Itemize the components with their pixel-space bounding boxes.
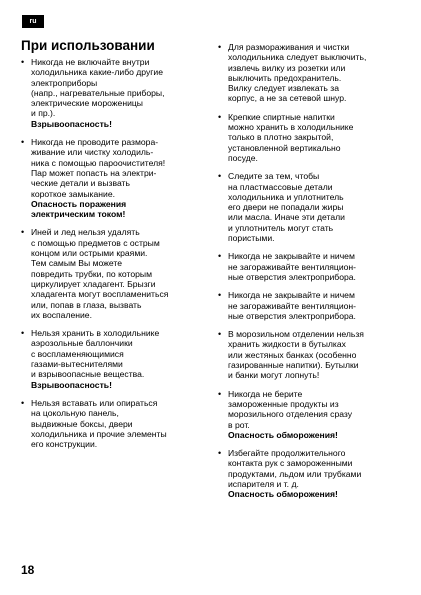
safety-text-line: (напр., нагревательные приборы, — [31, 87, 165, 98]
safety-text-line: контакта рук с замороженными — [228, 458, 353, 469]
safety-item — [21, 398, 207, 449]
safety-text-line: его двери не попадали жиры — [228, 202, 344, 213]
safety-text-line: и уплотнитель могут стать — [228, 222, 334, 233]
safety-text-line: Тем самым Вы можете — [31, 258, 123, 269]
safety-text-line: • Нельзя вставать или опираться — [31, 397, 158, 408]
safety-item — [218, 42, 404, 104]
safety-item — [218, 448, 404, 499]
safety-text-line: замороженные продукты из — [228, 398, 339, 409]
safety-text-line: циркулирует хладагент. Брызги — [31, 278, 156, 289]
safety-text-line: его конструкции. — [31, 439, 98, 450]
safety-text-line: Вилку следует извлекать за — [228, 83, 339, 94]
safety-text-line: на пластмассовые детали — [228, 181, 333, 192]
safety-item — [218, 389, 404, 440]
safety-text-line: • Крепкие спиртные напитки — [228, 111, 335, 122]
safety-text-line: • Следите за тем, чтобы — [228, 171, 320, 182]
safety-text-line: холодильника и уплотнитель — [228, 191, 344, 202]
safety-text-line: с воспламеняющимися — [31, 348, 124, 359]
safety-text-line: холодильника и прочие элементы — [31, 428, 167, 439]
safety-item — [218, 251, 404, 282]
warning-text: Взрывоопасность! — [31, 118, 112, 129]
safety-text-line: морозильного отделения сразу — [228, 409, 353, 420]
safety-text-line: продуктами, льдом или трубками — [228, 468, 362, 479]
warning-text: Опасность обморожения! — [228, 489, 338, 500]
warning-text: Взрывоопасность! — [31, 379, 112, 390]
safety-text-line: • Избегайте продолжительного — [228, 448, 346, 459]
safety-text-line: живание или чистку холодиль- — [31, 147, 154, 158]
safety-text-line: хладагента могут воспламениться — [31, 289, 169, 300]
safety-text-line: • Иней и лед нельзя удалять — [31, 227, 140, 238]
left-column — [21, 38, 207, 457]
safety-text-line: • Никогда не берите — [228, 388, 303, 399]
safety-text-line: на цокольную панель, — [31, 408, 119, 419]
page-number: 18 — [21, 563, 35, 577]
safety-text-line: или, попав в глаза, вызвать — [31, 299, 142, 310]
safety-text-line: • Никогда не закрывайте и ничем — [228, 290, 355, 301]
safety-text-line: холодильника какие-либо другие — [31, 67, 164, 78]
safety-text-line: электроприборы — [31, 77, 98, 88]
safety-text-line: короткое замыкание. — [31, 188, 115, 199]
right-bullet-list — [218, 42, 404, 500]
safety-item — [218, 290, 404, 321]
language-tag: ru — [22, 15, 44, 28]
warning-text: электрическим током! — [31, 209, 126, 220]
safety-text-line: ника с помощью пароочистителя! — [31, 157, 166, 168]
safety-text-line: аэрозольные баллончики — [31, 338, 133, 349]
safety-text-line: • Никогда не проводите размора- — [31, 137, 159, 148]
safety-text-line: и банки могут лопнуть! — [228, 370, 320, 381]
safety-text-line: выдвижные боксы, двери — [31, 418, 133, 429]
safety-text-line: их воспаление. — [31, 309, 92, 320]
safety-text-line: Пар может попасть на электри- — [31, 167, 157, 178]
safety-text-line: электрические мороженицы — [31, 98, 143, 109]
safety-text-line: ческие детали и вызвать — [31, 178, 130, 189]
safety-text-line: хранить жидкости в бутылках — [228, 339, 346, 350]
safety-text-line: • Нельзя хранить в холодильнике — [31, 328, 160, 339]
left-bullet-list — [21, 57, 207, 449]
safety-item — [21, 227, 207, 320]
safety-item — [21, 137, 207, 219]
safety-text-line: повредить трубки, по которым — [31, 268, 153, 279]
safety-text-line: • Для размораживания и чистки — [228, 42, 350, 52]
warning-text: Опасность обморожения! — [228, 429, 338, 440]
safety-text-line: можно хранить в холодильнике — [228, 122, 354, 133]
safety-text-line: не загораживайте вентиляцион- — [228, 261, 357, 272]
safety-text-line: или жестяных банках (особенно — [228, 349, 357, 360]
safety-item — [21, 57, 207, 129]
safety-text-line: ные отверстия электроприбора. — [228, 310, 356, 321]
safety-text-line: пористыми. — [228, 233, 275, 244]
safety-text-line: • Никогда не закрывайте и ничем — [228, 251, 355, 262]
safety-text-line: холодильника следует выключить, — [228, 52, 367, 63]
safety-text-line: посуде. — [228, 152, 258, 163]
safety-text-line: выключить предохранитель. — [228, 72, 342, 83]
right-column — [218, 42, 404, 508]
safety-text-line: и взрывоопасные вещества. — [31, 369, 145, 380]
safety-text-line: установленной вертикально — [228, 142, 341, 153]
safety-item — [218, 329, 404, 380]
safety-text-line: извлечь вилку из розетки или — [228, 62, 346, 73]
safety-text-line: концом или острыми краями. — [31, 248, 148, 259]
safety-text-line: в рот. — [228, 419, 250, 430]
safety-text-line: или масла. Иначе эти детали — [228, 212, 345, 223]
safety-text-line: ные отверстия электроприбора. — [228, 271, 356, 282]
warning-text: Опасность поражения — [31, 198, 127, 209]
safety-text-line: с помощью предметов с острым — [31, 237, 160, 248]
safety-item — [218, 112, 404, 163]
section-title: При использовании — [21, 38, 155, 53]
safety-text-line: • Никогда не включайте внутри — [31, 57, 150, 67]
safety-text-line: и пр.). — [31, 108, 56, 119]
safety-item — [21, 328, 207, 390]
safety-text-line: корпус, а не за сетевой шнур. — [228, 93, 347, 104]
safety-item — [218, 171, 404, 243]
safety-text-line: испарителя и т. д. — [228, 478, 299, 489]
safety-text-line: не загораживайте вентиляцион- — [228, 300, 357, 311]
safety-text-line: газированные напитки). Бутылки — [228, 360, 359, 371]
safety-text-line: газами-вытеснителями — [31, 359, 123, 370]
safety-text-line: только в плотно закрытой, — [228, 132, 334, 143]
safety-text-line: • В морозильном отделении нельзя — [228, 329, 364, 340]
